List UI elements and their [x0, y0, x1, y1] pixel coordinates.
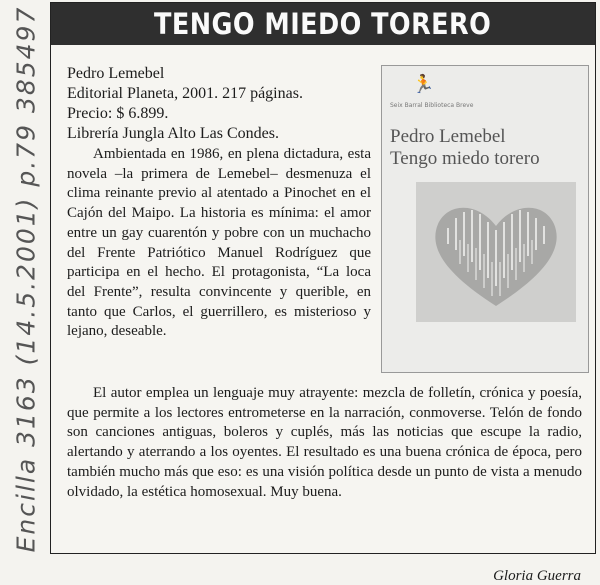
- review-signature: Gloria Guerra: [493, 568, 581, 584]
- review-paragraph-1: [67, 145, 371, 342]
- page-title: TENGO MIEDO TORERO: [154, 7, 492, 41]
- handwritten-margin-note: [4, 6, 48, 552]
- book-details: [67, 64, 303, 144]
- cover-series: Seix Barral Biblioteca Breve: [390, 102, 474, 109]
- runner-logo-icon: 🏃: [412, 74, 435, 94]
- cover-author: Pedro Lemebel: [390, 126, 506, 147]
- paragraph-1-text: Ambientada en 1986, en plena dictadura, esta novela –la primera de Lemebel– desmenuza el clima reinante previo al atentado a Pinochet en el Cajón del Maipo. La historia es mínima: el amor entre un gay cuarentón y pobre con un muchacho del Frente Patriótico Manuel Rodríguez que participa en el hecho. El protagonista, “La loca del Frente”, resulta convincente y querible, en tanto que Carlos, el guerrillero, es misterioso y lejano, deseable.: [67, 146, 371, 340]
- title-banner: [51, 3, 595, 45]
- newspaper-clipping: [50, 2, 596, 584]
- book-publisher: Editorial Planeta, 2001. 217 páginas.: [67, 85, 303, 102]
- margin-note-text: Encilla 3163 (14.5.2001) p.79 385497: [11, 5, 41, 553]
- cover-photo: [416, 182, 576, 322]
- book-store: Librería Jungla Alto Las Condes.: [67, 125, 279, 142]
- review-paragraph-2: [67, 384, 582, 502]
- cover-title: Tengo miedo torero: [390, 148, 540, 169]
- heart-of-candles-image: [416, 182, 576, 322]
- book-price: Precio: $ 6.899.: [67, 105, 169, 122]
- paragraph-2-text: El autor emplea un lenguaje muy atrayente: mezcla de folletín, crónica y poesía, que permite a los lectores entrometerse en la narración, conmoverse. Telón de fondo son canciones antiguas, boleros y cuplés, más las noticias que escupe la radio, alertando y aterrando a los oyentes. El resultado es una buena crónica de época, pero también mucho más que eso: es una visión política desde un punto de vista a menudo olvidado, la estética homosexual. Muy buena.: [67, 385, 582, 500]
- book-cover-image: [381, 65, 589, 373]
- book-author: Pedro Lemebel: [67, 65, 165, 82]
